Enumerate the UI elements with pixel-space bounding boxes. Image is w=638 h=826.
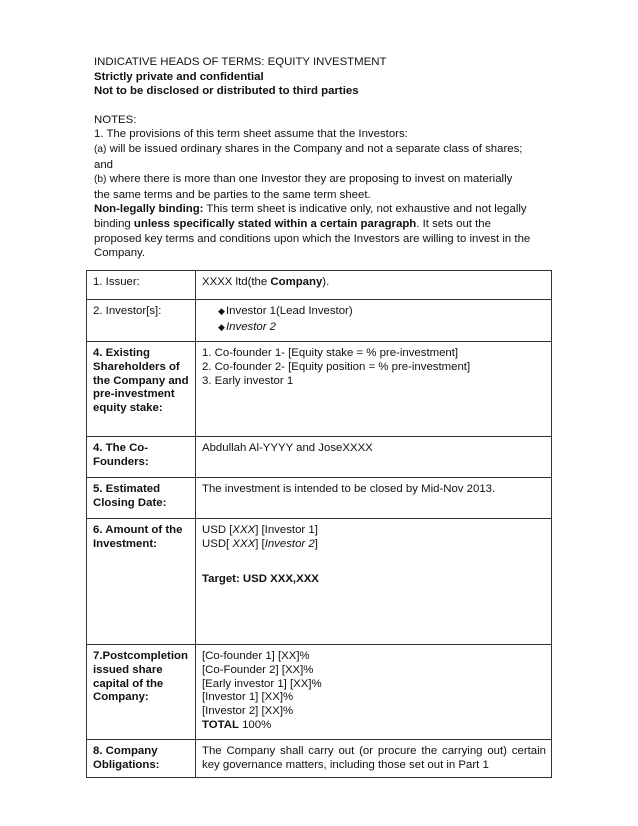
row-value-investment-amount bbox=[196, 519, 552, 645]
capital-line: [Investor 1] [XX]% bbox=[202, 691, 294, 704]
nlb-bold-clause: unless specifically stated within a certain paragraph bbox=[133, 217, 417, 230]
table-row bbox=[87, 478, 552, 519]
capital-line: [Co-founder 1] [XX]% bbox=[202, 650, 310, 662]
diamond-bullet-icon: ◆ bbox=[218, 306, 225, 316]
note-1a bbox=[94, 142, 554, 158]
investor-list bbox=[202, 303, 546, 335]
issuer-post: ). bbox=[322, 276, 330, 288]
distribution-notice: Not to be disclosed or distributed to third parties bbox=[94, 85, 359, 98]
capital-line: [Co-Founder 2] [XX]% bbox=[202, 663, 314, 676]
row-label-co-founders: 4. The Co-Founders: bbox=[87, 437, 196, 478]
row-label-postcompletion-capital: 7.Postcompletion issued share capital of the Company: bbox=[87, 645, 196, 740]
amount-investor-2 bbox=[202, 538, 546, 552]
shareholder-2: 2. Co-founder 2- [Equity position = % pre-investment] bbox=[202, 360, 471, 373]
terms-table bbox=[86, 270, 552, 778]
diamond-bullet-icon: ◆ bbox=[218, 322, 225, 332]
investment-target: Target: USD XXX,XXX bbox=[202, 572, 319, 585]
row-label-closing-date: 5. Estimated Closing Date: bbox=[87, 478, 196, 519]
list-item bbox=[218, 319, 546, 335]
table-row bbox=[87, 437, 552, 478]
nlb-binding: binding bbox=[94, 217, 134, 230]
confidential-notice: Strictly private and confidential bbox=[94, 70, 264, 83]
row-value-co-founders: Abdullah Al-YYYY and JoseXXXX bbox=[196, 437, 552, 478]
document-title: INDICATIVE HEADS OF TERMS: EQUITY INVESTMENT bbox=[94, 56, 387, 68]
capital-total bbox=[202, 719, 546, 733]
row-value-postcompletion-capital bbox=[196, 645, 552, 740]
table-row bbox=[87, 300, 552, 342]
non-legally-binding-note bbox=[94, 202, 554, 217]
amt1-c: ] [Investor 1] bbox=[255, 524, 318, 536]
amt1-b: XXX bbox=[232, 524, 256, 536]
shareholder-3: 3. Early investor 1 bbox=[202, 374, 294, 387]
nlb-line-4: Company. bbox=[94, 247, 146, 260]
note-1b-text: where there is more than one Investor they are proposing to invest on materially bbox=[106, 173, 513, 186]
row-value-closing-date: The investment is intended to be closed by Mid-Nov 2013. bbox=[196, 478, 552, 519]
nlb-line-2 bbox=[94, 217, 554, 232]
capital-total-value: 100% bbox=[238, 718, 272, 731]
nlb-line-3: proposed key terms and conditions upon which the Investors are willing to invest in the bbox=[94, 232, 531, 245]
table-row bbox=[87, 519, 552, 645]
row-value-issuer bbox=[196, 271, 552, 300]
issuer-company: Company bbox=[270, 276, 323, 288]
notes-heading: NOTES: bbox=[94, 113, 137, 126]
table-row bbox=[87, 342, 552, 437]
capital-total-label: TOTAL bbox=[202, 718, 239, 731]
note-1: 1. The provisions of this term sheet assume that the Investors: bbox=[94, 128, 408, 141]
investor-2: Investor 2 bbox=[226, 321, 277, 333]
amt2-c: ] [ bbox=[255, 537, 265, 550]
amt2-e: ] bbox=[314, 537, 318, 550]
list-item bbox=[218, 303, 546, 319]
non-legally-binding-label: Non-legally binding: bbox=[94, 203, 204, 216]
row-label-issuer: 1. Issuer: bbox=[87, 271, 196, 300]
note-1b-cont: the same terms and be parties to the same term sheet. bbox=[94, 188, 371, 201]
capital-line: [Early investor 1] [XX]% bbox=[202, 677, 322, 690]
document-header bbox=[94, 55, 554, 261]
nlb-text-2: . It sets out the bbox=[416, 217, 491, 230]
capital-line: [Investor 2] [XX]% bbox=[202, 705, 294, 718]
amt2-d: Investor 2 bbox=[264, 537, 315, 550]
table-row bbox=[87, 645, 552, 740]
amt2-b: XXX bbox=[232, 537, 256, 550]
row-label-investors: 2. Investor[s]: bbox=[87, 300, 196, 342]
note-1a-text: will be issued ordinary shares in the Company and not a separate class of shares; bbox=[106, 142, 523, 155]
issuer-pre: XXXX ltd(the bbox=[202, 276, 271, 288]
investor-1: Investor 1(Lead Investor) bbox=[226, 305, 353, 317]
row-value-investors bbox=[196, 300, 552, 342]
note-and: and bbox=[94, 158, 114, 171]
row-label-investment-amount: 6. Amount of the Investment: bbox=[87, 519, 196, 645]
table-row bbox=[87, 271, 552, 300]
row-label-company-obligations: 8. Company Obligations: bbox=[87, 740, 196, 778]
shareholder-1: 1. Co-founder 1- [Equity stake = % pre-investment] bbox=[202, 347, 459, 359]
row-label-existing-shareholders: 4. Existing Shareholders of the Company and pre-investment equity stake: bbox=[87, 342, 196, 437]
note-1b bbox=[94, 172, 554, 188]
row-value-company-obligations: The Company shall carry out (or procure the carrying out) certain key governance matters, including those set out in Part 1 bbox=[196, 740, 552, 778]
note-1a-mark: (a) bbox=[94, 143, 107, 155]
amt1-a: USD [ bbox=[202, 524, 233, 536]
amt2-a: USD[ bbox=[202, 537, 233, 550]
note-1b-mark: (b) bbox=[94, 174, 107, 186]
nlb-text-1: This term sheet is indicative only, not exhaustive and not legally bbox=[203, 203, 527, 216]
row-value-existing-shareholders bbox=[196, 342, 552, 437]
amount-investor-1 bbox=[202, 524, 546, 538]
table-row bbox=[87, 740, 552, 778]
